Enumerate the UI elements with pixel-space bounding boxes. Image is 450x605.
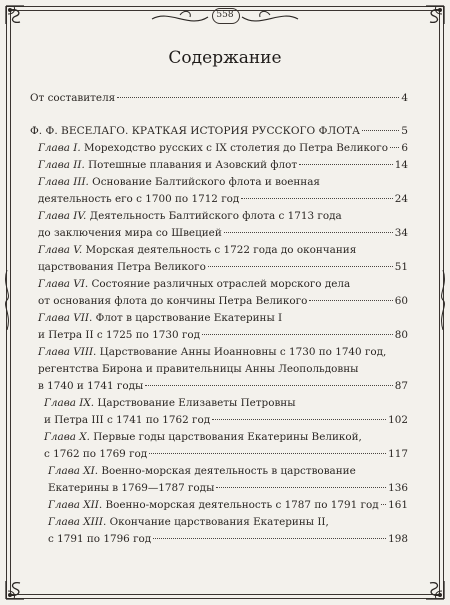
corner-ornament-icon xyxy=(4,4,38,38)
side-flourish-icon xyxy=(438,270,448,330)
toc-entry[interactable] xyxy=(30,140,408,157)
dot-leader xyxy=(390,147,399,148)
toc-entry[interactable] xyxy=(30,242,408,276)
table-of-contents xyxy=(30,90,408,548)
dot-leader xyxy=(381,504,387,505)
dot-leader xyxy=(145,385,393,386)
chapter-label: Глава II. xyxy=(38,159,85,171)
dot-leader xyxy=(224,232,393,233)
chapter-label: Глава IV. xyxy=(38,210,87,222)
toc-entry[interactable] xyxy=(30,90,408,107)
toc-page-number: 4 xyxy=(401,92,408,104)
chapter-label: Глава V. xyxy=(38,244,83,256)
toc-page-number: 117 xyxy=(388,448,408,460)
toc-page-number: 5 xyxy=(401,125,408,137)
toc-page-number: 161 xyxy=(388,499,408,511)
toc-page-number: 80 xyxy=(394,329,408,341)
corner-ornament-icon xyxy=(412,4,446,38)
toc-entry[interactable] xyxy=(30,429,408,463)
toc-entry-text-cont: Екатерины в 1769—1787 годы xyxy=(48,482,215,494)
toc-page-number: 198 xyxy=(388,533,408,545)
chapter-label: Глава VIII. xyxy=(38,346,97,358)
toc-page-number: 102 xyxy=(388,414,408,426)
chapter-label: Глава XIII. xyxy=(48,516,107,528)
toc-page-number: 87 xyxy=(394,380,408,392)
toc-entry[interactable] xyxy=(30,344,408,395)
dot-leader xyxy=(208,266,393,267)
toc-entry-text-cont: до заключения мира со Швецией xyxy=(38,227,222,239)
toc-entry[interactable] xyxy=(30,514,408,548)
dot-leader xyxy=(212,419,386,420)
dot-leader xyxy=(362,130,399,131)
toc-entry-text: Мореходство русских с IX столетия до Петра Великого xyxy=(83,142,388,154)
toc-entry-text: Состояние различных отраслей морского дела xyxy=(91,278,351,290)
toc-entry-text: Царствование Анны Иоанновны с 1730 по 1740 год, xyxy=(99,346,387,358)
chapter-label: Глава IX. xyxy=(44,397,95,409)
toc-entry-text: Деятельность Балтийского флота с 1713 года xyxy=(89,210,342,222)
toc-entry-text: Ф. Ф. ВЕСЕЛАГО. КРАТКАЯ ИСТОРИЯ РУССКОГО ФЛОТА xyxy=(30,125,361,137)
corner-ornament-icon xyxy=(4,567,38,601)
toc-entry[interactable] xyxy=(30,310,408,344)
dot-leader xyxy=(241,198,392,199)
toc-entry-text-cont: от основания флота до кончины Петра Великого xyxy=(38,295,308,307)
chapter-label: Глава III. xyxy=(38,176,89,188)
toc-entry[interactable] xyxy=(30,276,408,310)
toc-entry[interactable] xyxy=(30,497,408,514)
toc-entry-text-cont: с 1791 по 1796 год xyxy=(48,533,152,545)
toc-entry-text: Флот в царствование Екатерины I xyxy=(95,312,283,324)
toc-entry-text-cont: деятельность его с 1700 по 1712 год xyxy=(38,193,240,205)
page-title: Содержание xyxy=(168,48,282,68)
toc-entry-text-cont: и Петра II с 1725 по 1730 год xyxy=(38,329,201,341)
toc-page-number: 34 xyxy=(394,227,408,239)
toc-page-number: 60 xyxy=(394,295,408,307)
toc-section-entry[interactable] xyxy=(30,123,408,140)
dot-leader xyxy=(149,453,386,454)
page-number: 558 xyxy=(216,10,234,20)
toc-entry-text-cont: царствования Петра Великого xyxy=(38,261,206,273)
chapter-label: Глава XII. xyxy=(48,499,103,511)
toc-entry[interactable] xyxy=(30,174,408,208)
toc-entry-text-cont: и Петра III с 1741 по 1762 год xyxy=(44,414,211,426)
dot-leader xyxy=(216,487,386,488)
toc-entry-text: Царствование Елизаветы Петровны xyxy=(97,397,296,409)
toc-entry-text: Потешные плавания и Азовский флот xyxy=(88,159,298,171)
toc-page-number: 14 xyxy=(394,159,408,171)
toc-page-number: 24 xyxy=(394,193,408,205)
dot-leader xyxy=(202,334,393,335)
toc-entry[interactable] xyxy=(30,395,408,429)
toc-entry[interactable] xyxy=(30,463,408,497)
toc-entry-text-cont: регентства Бирона и правительницы Анны Леопольдовны xyxy=(38,363,359,375)
toc-entry-text: От составителя xyxy=(30,92,116,104)
dot-leader xyxy=(309,300,392,301)
toc-entry[interactable] xyxy=(30,157,408,174)
chapter-label: Глава XI. xyxy=(48,465,99,477)
chapter-label: Глава VI. xyxy=(38,278,89,290)
toc-entry-text: Первые годы царствования Екатерины Великой, xyxy=(93,431,362,443)
dot-leader xyxy=(117,97,399,98)
toc-entry-text: Окончание царствования Екатерины II, xyxy=(109,516,329,528)
toc-entry-text-cont: с 1762 по 1769 год xyxy=(44,448,148,460)
chapter-label: Глава I. xyxy=(38,142,81,154)
side-flourish-icon xyxy=(2,270,12,330)
dot-leader xyxy=(153,538,386,539)
chapter-label: Глава X. xyxy=(44,431,90,443)
toc-entry-text: Морская деятельность с 1722 года до окончания xyxy=(85,244,357,256)
corner-ornament-icon xyxy=(412,567,446,601)
toc-entry[interactable] xyxy=(30,208,408,242)
toc-entry-text: Военно-морская деятельность в царствование xyxy=(101,465,356,477)
dot-leader xyxy=(299,164,393,165)
toc-page-number: 136 xyxy=(388,482,408,494)
toc-entry-text-cont: в 1740 и 1741 годы xyxy=(38,380,144,392)
toc-entry-text: Военно-морская деятельность с 1787 по 1791 год xyxy=(105,499,379,511)
toc-page-number: 51 xyxy=(394,261,408,273)
toc-entry-text: Основание Балтийского флота и военная xyxy=(92,176,320,188)
chapter-label: Глава VII. xyxy=(38,312,93,324)
toc-page-number: 6 xyxy=(401,142,408,154)
